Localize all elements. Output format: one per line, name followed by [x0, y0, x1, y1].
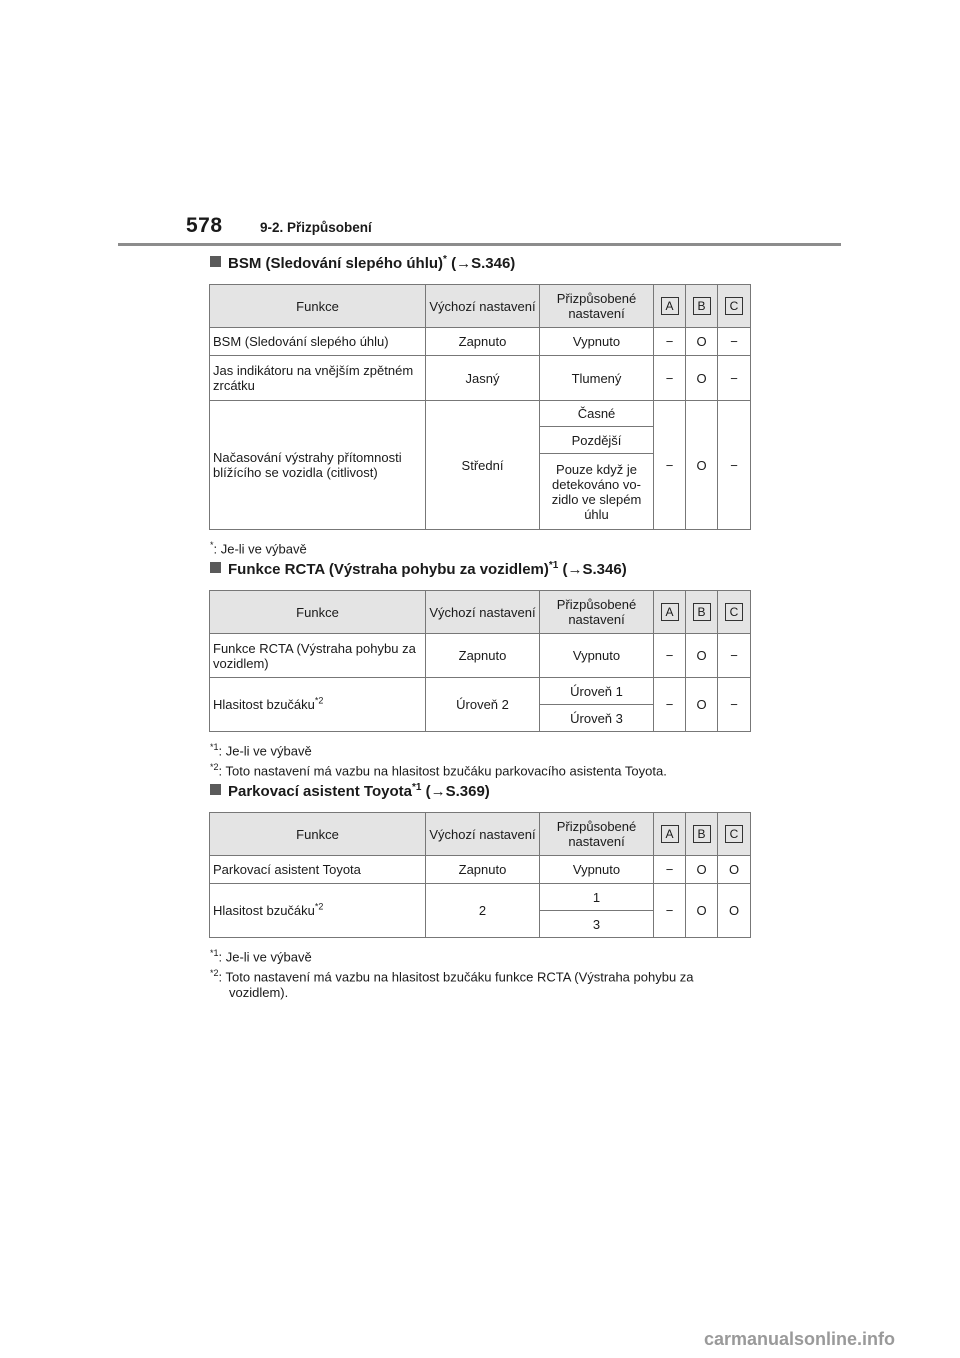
- square-bullet-icon: [210, 256, 221, 267]
- cell-c: O: [718, 884, 751, 938]
- badge-a: A: [661, 297, 679, 315]
- column-header-function: Funkce: [210, 285, 426, 328]
- page-number: 578: [186, 214, 223, 237]
- cell-c: −: [718, 356, 751, 401]
- column-header-function: Funkce: [210, 591, 426, 634]
- badge-a: A: [661, 825, 679, 843]
- header-rule: [118, 243, 841, 246]
- table-row: [210, 634, 751, 678]
- cell-custom: Vypnuto: [540, 634, 654, 678]
- column-header-b: [686, 813, 718, 856]
- column-header-a: [654, 591, 686, 634]
- rcta-settings-table: [209, 590, 751, 732]
- cell-b: O: [686, 884, 718, 938]
- cell-custom: 3: [540, 911, 654, 938]
- cell-custom: Časné: [540, 401, 654, 427]
- cell-custom: 1: [540, 884, 654, 911]
- column-header-default: Výchozí nastavení: [426, 813, 540, 856]
- table-row: [210, 401, 751, 427]
- table-row: [210, 678, 751, 705]
- table-row: [210, 884, 751, 911]
- column-header-b: [686, 591, 718, 634]
- cell-default: Zapnuto: [426, 856, 540, 884]
- cell-a: −: [654, 356, 686, 401]
- table-row: [210, 856, 751, 884]
- cell-c: −: [718, 328, 751, 356]
- cell-b: O: [686, 328, 718, 356]
- chapter-title: 9-2. Přizpůsobení: [260, 220, 372, 235]
- cell-default: Jasný: [426, 356, 540, 401]
- cell-a: −: [654, 401, 686, 530]
- cell-b: O: [686, 678, 718, 732]
- parking-assist-settings-table: [209, 812, 751, 938]
- square-bullet-icon: [210, 784, 221, 795]
- column-header-function: Funkce: [210, 813, 426, 856]
- cell-a: −: [654, 328, 686, 356]
- section-title-parking-assist: Parkovací asistent Toyota$^{*1}$ (→S.369): [210, 782, 490, 800]
- footnote: $^{*1}$: Je-li ve výbavě: [210, 742, 312, 759]
- cell-custom: Pouze když je detekováno vozidlo ve slepém úhlu: [540, 454, 654, 530]
- cell-function: Parkovací asistent Toyota: [210, 856, 426, 884]
- cell-default: 2: [426, 884, 540, 938]
- footnote: *: Je-li ve výbavě: [210, 540, 307, 557]
- badge-b: B: [693, 825, 711, 843]
- footnote: $^{*2}$: Toto nastavení má vazbu na hlasitost bzučáku funkce RCTA (Výstraha pohybu za vozidlem).: [210, 968, 694, 1001]
- cell-default: Střední: [426, 401, 540, 530]
- column-header-c: [718, 591, 751, 634]
- table-row: [210, 356, 751, 401]
- cell-function: Načasování výstrahy přítomnosti blížícího se vozidla (citlivost): [210, 401, 426, 530]
- cell-c: −: [718, 401, 751, 530]
- section-title-rcta: Funkce RCTA (Výstraha pohybu za vozidlem)$^{*1}$ (→S.346): [210, 560, 627, 578]
- badge-b: B: [693, 297, 711, 315]
- cell-b: O: [686, 401, 718, 530]
- column-header-a: [654, 285, 686, 328]
- square-bullet-icon: [210, 562, 221, 573]
- cell-function: BSM (Sledování slepého úhlu): [210, 328, 426, 356]
- badge-c: C: [725, 825, 743, 843]
- cell-a: −: [654, 884, 686, 938]
- column-header-custom: Přizpůsobené nastavení: [540, 285, 654, 328]
- badge-c: C: [725, 603, 743, 621]
- cell-custom: Vypnuto: [540, 328, 654, 356]
- cell-b: O: [686, 856, 718, 884]
- cell-a: −: [654, 634, 686, 678]
- footnote: $^{*1}$: Je-li ve výbavě: [210, 948, 312, 965]
- column-header-c: [718, 285, 751, 328]
- cell-custom: Vypnuto: [540, 856, 654, 884]
- column-header-custom: Přizpůsobené nastavení: [540, 591, 654, 634]
- badge-a: A: [661, 603, 679, 621]
- cell-function: Hlasitost bzučáku$^{*2}$: [210, 884, 426, 938]
- cell-a: −: [654, 856, 686, 884]
- cell-function: Jas indikátoru na vnějším zpětném zrcátku: [210, 356, 426, 401]
- cell-default: Zapnuto: [426, 328, 540, 356]
- cell-a: −: [654, 678, 686, 732]
- badge-b: B: [693, 603, 711, 621]
- cell-custom: Úroveň 3: [540, 705, 654, 732]
- column-header-default: Výchozí nastavení: [426, 591, 540, 634]
- column-header-c: [718, 813, 751, 856]
- bsm-settings-table: [209, 284, 751, 530]
- cell-custom: Úroveň 1: [540, 678, 654, 705]
- column-header-b: [686, 285, 718, 328]
- cell-custom: Tlumený: [540, 356, 654, 401]
- cell-default: Zapnuto: [426, 634, 540, 678]
- watermark: carmanualsonline.info: [704, 1329, 896, 1349]
- badge-c: C: [725, 297, 743, 315]
- cell-c: −: [718, 634, 751, 678]
- cell-default: Úroveň 2: [426, 678, 540, 732]
- cell-b: O: [686, 634, 718, 678]
- table-row: [210, 328, 751, 356]
- cell-custom: Pozdější: [540, 427, 654, 454]
- table-header-row: [210, 813, 751, 856]
- cell-c: −: [718, 678, 751, 732]
- section-title-bsm: BSM (Sledování slepého úhlu)* (→S.346): [210, 254, 515, 272]
- table-header-row: [210, 591, 751, 634]
- footnote: $^{*2}$: Toto nastavení má vazbu na hlasitost bzučáku parkovacího asistenta Toyota.: [210, 762, 667, 779]
- column-header-custom: Přizpůsobené nastavení: [540, 813, 654, 856]
- cell-function: Hlasitost bzučáku$^{*2}$: [210, 678, 426, 732]
- column-header-a: [654, 813, 686, 856]
- cell-c: O: [718, 856, 751, 884]
- column-header-default: Výchozí nastavení: [426, 285, 540, 328]
- table-header-row: [210, 285, 751, 328]
- cell-function: Funkce RCTA (Výstraha pohybu za vozidlem): [210, 634, 426, 678]
- cell-b: O: [686, 356, 718, 401]
